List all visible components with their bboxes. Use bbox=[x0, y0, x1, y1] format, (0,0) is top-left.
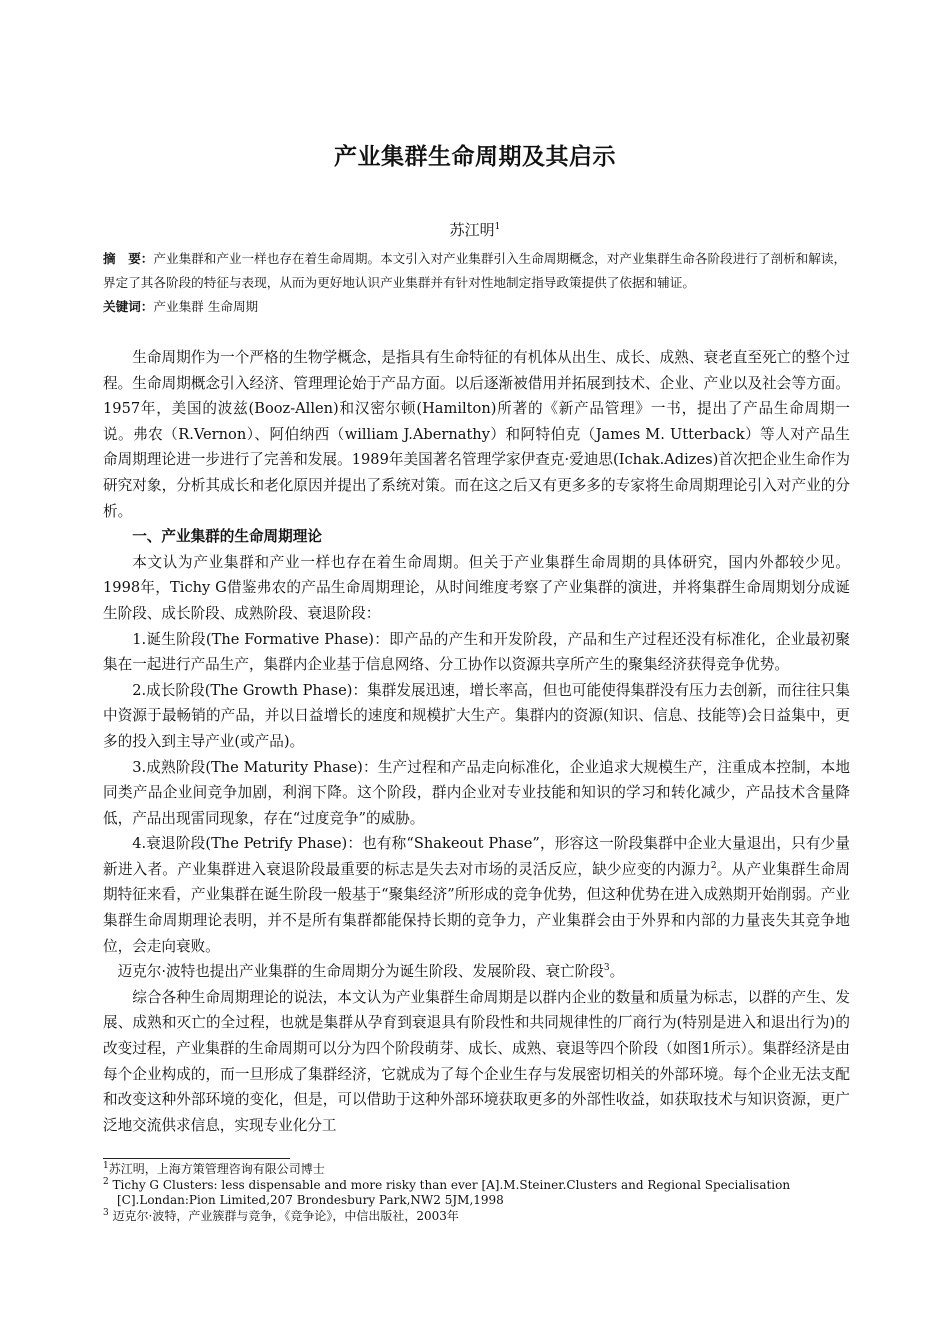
abstract-block bbox=[103, 247, 853, 319]
abstract-text: 产业集群和产业一样也存在着生命周期。本文引入对产业集群引入生命周期概念，对产业集群生命各阶段进行了剖析和解读，界定了其各阶段的特征与表现，从而为更好地认识产业集群并有针对性地制定指导政策提供了依据和辅证。 bbox=[103, 251, 847, 290]
footnote-mark: 2 bbox=[710, 861, 717, 872]
abstract-label: 摘 要： bbox=[103, 251, 154, 266]
footnote-text: 苏江明，上海方策管理咨询有限公司博士 bbox=[108, 1162, 325, 1176]
section-heading: 一、产业集群的生命周期理论 bbox=[132, 528, 322, 546]
paper-title: 产业集群生命周期及其启示 bbox=[334, 144, 616, 170]
porter-text-a: 迈克尔·波特也提出产业集群的生命周期分为诞生阶段、发展阶段、衰亡阶段 bbox=[117, 963, 604, 981]
author-line bbox=[0, 219, 950, 240]
paragraph-growth-phase: 2.成长阶段(The Growth Phase)：集群发展迅速，增长率高，但也可能使得集群没有压力去创新，而往往只集中资源于最畅销的产品，并以日益增长的速度和规模扩大生产。集群内的资源(知识、信息、技能等)会日益集中，更多的投入到主导产业(或产品)。 bbox=[103, 681, 850, 750]
paragraph-petrify-phase bbox=[103, 831, 850, 959]
footnote-3 bbox=[103, 1209, 853, 1225]
keywords-label: 关键词： bbox=[103, 299, 154, 314]
author-name: 苏江明 bbox=[449, 221, 495, 239]
paragraph-porter bbox=[103, 959, 850, 985]
paragraph-maturity-phase: 3.成熟阶段(The Maturity Phase)：生产过程和产品走向标准化，企业追求大规模生产，注重成本控制，本地同类产品企业间竞争加剧，利润下降。这个阶段，群内企业对专业技能和知识的学习和转化减少，产品技术含量降低，产品出现雷同现象，存在“过度竞争”的威胁。 bbox=[103, 758, 850, 827]
body-text bbox=[103, 345, 850, 1138]
footnote-1 bbox=[103, 1162, 853, 1178]
footnote-mark: 2 bbox=[103, 1176, 109, 1187]
porter-text-b: 。 bbox=[609, 963, 625, 981]
footnote-divider bbox=[103, 1158, 290, 1159]
keywords-line bbox=[103, 295, 853, 319]
paragraph-intro: 生命周期作为一个严格的生物学概念，是指具有生命特征的有机体从出生、成长、成熟、衰老直至死亡的整个过程。生命周期概念引入经济、管理理论始于产品方面。以后逐渐被借用并拓展到技术、企业、产业以及社会等方面。1957年，美国的波兹(Booz-Allen)和汉密尔顿(Hamilton)所著的《新产品管理》一书，提出了产品生命周期一说。弗农（R.Vernon）、阿伯纳西（william J.Abernathy）和阿特伯克（James M. Utterback）等人对产品生命周期理论进一步进行了完善和发展。1989年美国著名管理学家伊查克·爱迪思(Ichak.Adizes)首次把企业生命作为研究对象，分析其成长和老化原因并提出了系统对策。而在这之后又有更多多的专家将生命周期理论引入对产业的分析。 bbox=[103, 349, 850, 520]
paragraph-formative-phase: 1.诞生阶段(The Formative Phase)：即产品的产生和开发阶段，产品和生产过程还没有标准化，企业最初聚集在一起进行产品生产，集群内企业基于信息网络、分工协作以资源共享所产生的聚集经济获得竞争优势。 bbox=[103, 630, 850, 674]
petrify-text-a: 4.衰退阶段(The Petrify Phase)：也有称“Shakeout Phase”，形容这一阶段集群中企业大量退出，只有少量新进入者。产业集群进入衰退阶段最重要的标志是失去对市场的灵活反应，缺少应变的内源力 bbox=[103, 835, 850, 878]
footnote-2 bbox=[103, 1178, 853, 1209]
keywords-text: 产业集群 生命周期 bbox=[153, 299, 259, 314]
paragraph-theory: 本文认为产业集群和产业一样也存在着生命周期。但关于产业集群生命周期的具体研究，国内外都较少见。1998年，Tichy G借鉴弗农的产品生命周期理论，从时间维度考察了产业集群的演进，并将集群生命周期划分成诞生阶段、成长阶段、成熟阶段、衰退阶段： bbox=[103, 553, 850, 622]
footnote-text: Tichy G Clusters: less dispensable and more risky than ever [A].M.Steiner.Clusters and Regional Specialisation [C].Londan:Pion Limited,207 Brondesbury Park,NW2 5JM,1998 bbox=[108, 1177, 791, 1207]
paragraph-synthesis: 综合各种生命周期理论的说法，本文认为产业集群生命周期是以群内企业的数量和质量为标志，以群的产生、发展、成熟和灭亡的全过程，也就是集群从孕育到衰退具有阶段性和共同规律性的厂商行为(特别是进入和退出行为)的改变过程，产业集群的生命周期可以分为四个阶段萌芽、成长、成熟、衰退等四个阶段（如图1所示）。集群经济是由每个企业构成的，而一旦形成了集群经济，它就成为了每个企业生存与发展密切相关的外部环境。每个企业无法支配和改变这种外部环境的变化，但是，可以借助于这种外部环境获取更多的外部性收益，如获取技术与知识资源，更广泛地交流供求信息，实现专业化分工 bbox=[103, 988, 850, 1134]
footnote-mark: 1 bbox=[494, 222, 501, 232]
footnote-mark: 3 bbox=[603, 963, 610, 974]
footnotes bbox=[103, 1162, 853, 1224]
footnote-text: 迈克尔·波特，产业簇群与竞争，《竞争论》，中信出版社，2003年 bbox=[108, 1208, 459, 1223]
footnote-mark: 3 bbox=[103, 1207, 109, 1218]
abstract-paragraph bbox=[103, 247, 853, 295]
petrify-text-b: 。从产业集群生命周期特征来看，产业集群在诞生阶段一般基于“聚集经济”所形成的竞争优势，但这种优势在进入成熟期开始削弱。产业集群生命周期理论表明，并不是所有集群都能保持长期的竞争力，产业集群会由于外界和内部的力量丧失其竞争地位，会走向衰败。 bbox=[103, 860, 850, 955]
footnote-mark: 1 bbox=[103, 1161, 109, 1171]
